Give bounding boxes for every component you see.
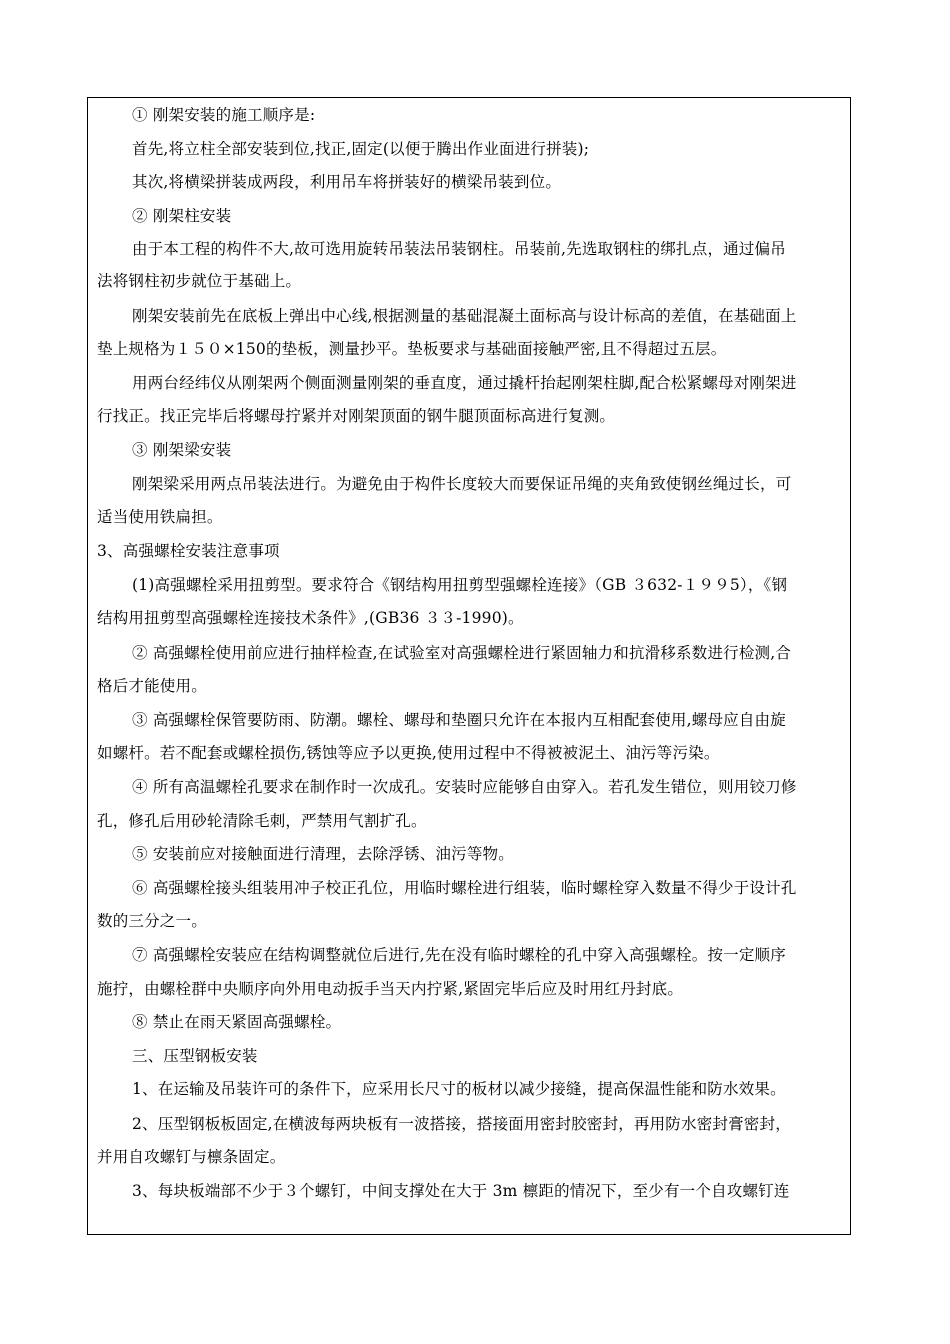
document-line: 结构用扭剪型高强螺栓连接技术条件》,(GB36 ３３-1990)。 (97, 609, 524, 627)
document-line: 2、压型钢板板固定,在横波每两块板有一波搭接，搭接面用密封胶密封，再用防水密封膏密封， (132, 1115, 791, 1133)
document-frame (87, 97, 851, 1235)
document-line: 格后才能使用。 (97, 677, 207, 695)
document-line: 3、高强螺栓安装注意事项 (97, 542, 280, 560)
document-line: 并用自攻螺钉与檩条固定。 (97, 1148, 286, 1166)
document-line: 施拧，由螺栓群中央顺序向外用电动扳手当天内拧紧,紧固完毕后应及时用红丹封底。 (97, 980, 684, 998)
document-line: ② 刚架柱安装 (132, 207, 232, 225)
document-line: 行找正。找正完毕后将螺母拧紧并对刚架顶面的钢牛腿顶面标高进行复测。 (97, 407, 616, 425)
document-line: ④ 所有高温螺栓孔要求在制作时一次成孔。安装时应能够自由穿入。若孔发生错位，则用铰刀修 (132, 778, 797, 796)
document-line: (1)高强螺栓采用扭剪型。要求符合《钢结构用扭剪型强螺栓连接》（GB ３632-１９９5），《钢 (132, 576, 788, 594)
document-line: 数的三分之一。 (97, 912, 207, 930)
document-line: 刚架梁采用两点吊装法进行。为避免由于构件长度较大而要保证吊绳的夹角致使钢丝绳过长，可 (132, 475, 792, 493)
document-line: ⑦ 高强螺栓安装应在结构调整就位后进行,先在没有临时螺栓的孔中穿入高强螺栓。按一定顺序 (132, 946, 786, 964)
document-line: ③ 高强螺栓保管要防雨、防潮。螺栓、螺母和垫圈只允许在本报内互相配套使用,螺母应自由旋 (132, 711, 786, 729)
document-line: 适当使用铁扁担。 (97, 508, 223, 526)
document-line: ⑥ 高强螺栓接头组装用冲子校正孔位，用临时螺栓进行组装，临时螺栓穿入数量不得少于设计孔 (132, 879, 797, 897)
document-line: 孔，修孔后用砂轮清除毛刺，严禁用气割扩孔。 (97, 812, 427, 830)
document-line: 首先,将立柱全部安装到位,找正,固定(以便于腾出作业面进行拼装); (132, 140, 590, 158)
document-line: ③ 刚架梁安装 (132, 441, 232, 459)
document-line: 法将钢柱初步就位于基础上。 (97, 272, 302, 290)
document-line: 由于本工程的构件不大,故可选用旋转吊装法吊装钢柱。吊装前,先选取钢柱的绑扎点，通过偏吊 (132, 240, 786, 258)
document-line: 如螺杆。若不配套或螺栓损伤,锈蚀等应予以更换,使用过程中不得被被泥土、油污等污染。 (97, 744, 720, 762)
document-line: 1、在运输及吊装许可的条件下，应采用长尺寸的板材以减少接缝，提高保温性能和防水效果。 (132, 1080, 786, 1098)
document-line: ② 高强螺栓使用前应进行抽样检查,在试验室对高强螺栓进行紧固轴力和抗滑移系数进行检测,合 (132, 644, 792, 662)
document-line: 三、压型钢板安装 (132, 1047, 258, 1065)
document-line: 垫上规格为１５０×150的垫板，测量抄平。垫板要求与基础面接触严密,且不得超过五层。 (97, 340, 727, 358)
document-line: 用两台经纬仪从刚架两个侧面测量刚架的垂直度，通过撬杆抬起刚架柱脚,配合松紧螺母对刚架进 (132, 374, 797, 392)
document-line: 其次,将横梁拼装成两段，利用吊车将拼装好的横梁吊装到位。 (132, 173, 562, 191)
document-line: 3、每块板端部不少于３个螺钉，中间支撑处在大于 3m 檩距的情况下，至少有一个自攻螺钉连 (132, 1182, 790, 1200)
document-line: 刚架安装前先在底板上弹出中心线,根据测量的基础混凝土面标高与设计标高的差值，在基础面上 (132, 307, 797, 325)
document-line: ① 刚架安装的施工顺序是: (132, 106, 316, 124)
document-line: ⑧ 禁止在雨天紧固高强螺栓。 (132, 1013, 342, 1031)
document-line: ⑤ 安装前应对接触面进行清理，去除浮锈、油污等物。 (132, 845, 514, 863)
